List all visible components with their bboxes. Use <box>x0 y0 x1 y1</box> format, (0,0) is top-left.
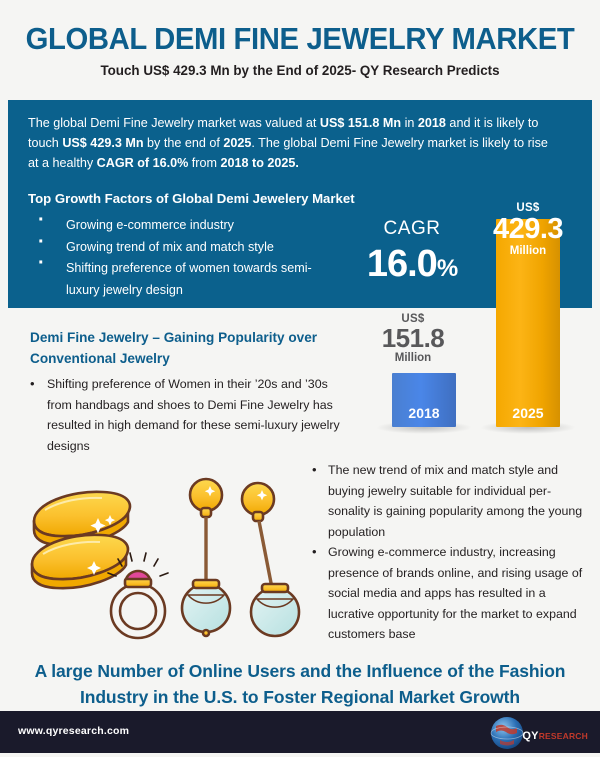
bar-label-2025: 2025 <box>512 405 544 421</box>
footer <box>0 711 600 753</box>
jewelry-illustration <box>10 466 302 642</box>
globe-icon <box>491 717 523 749</box>
bangle-icon <box>32 492 130 588</box>
section2-heading: Demi Fine Jewelry – Gaining Popularity over Conventional Jewelry <box>30 330 318 366</box>
list-item: · Shifting preference of women towards semi-luxury jewelry design <box>30 258 340 301</box>
cagr-number: 16.0 <box>366 243 437 285</box>
list-item: • The new trend of mix and match style and buying jewelry suitable for individual per-sonality is gaining popularity among the young population <box>312 460 584 542</box>
section3-list <box>312 460 584 645</box>
growth-factors-list <box>30 215 340 301</box>
logo-wordmark <box>522 730 588 742</box>
list-item: • Shifting preference of Women in their ’20s and ’30s from handbags and shoes to Demi Fine Jewelry has resulted in high demand for these semi-luxury jewelry designs <box>30 374 340 456</box>
bar-value-2025: 429.3 <box>492 213 564 245</box>
intro-bold-1: US$ 151.8 Mn <box>319 116 402 130</box>
intro-text-3: and it is likely to touch <box>28 116 539 150</box>
bottom-headline: A large Number of Online Users and the Influence of the Fashion Industry in the U.S. to Foster Regional Market Growth <box>34 661 566 707</box>
intro-text-2: in <box>401 116 418 130</box>
bar-column-2018 <box>392 373 456 427</box>
earring-icon <box>242 483 299 636</box>
footer-url[interactable]: www.qyresearch.com <box>18 725 130 737</box>
intro-bold-3: US$ 429.3 Mn <box>62 136 144 150</box>
intro-bold-4: 2025 <box>223 136 252 150</box>
list-item: · Growing e-commerce industry <box>30 215 340 237</box>
list-item: · Growing trend of mix and match style <box>30 237 340 259</box>
header <box>0 0 600 100</box>
bar-value-callout-2018 <box>358 313 468 364</box>
logo-research: RESEARCH <box>538 731 588 741</box>
earring-icon <box>182 479 230 636</box>
bar-value-2018: 151.8 <box>381 323 445 353</box>
cagr-label: CAGR <box>383 218 441 239</box>
page-subtitle: Touch US$ 429.3 Mn by the End of 2025- QY Research Predicts <box>100 63 500 78</box>
intro-paragraph <box>28 113 558 173</box>
bar-unit-2025: US$ <box>516 202 540 214</box>
bar-scale-2018: Million <box>394 352 432 364</box>
intro-text-1: The global Demi Fine Jewelry market was valued at <box>28 116 320 130</box>
page-title: GLOBAL DEMI FINE JEWELRY MARKET <box>25 22 575 56</box>
intro-text-4: by the end of <box>143 136 224 150</box>
growth-factors-heading: Top Growth Factors of Global Demi Jewelery Market <box>28 191 355 206</box>
market-size-bar-chart <box>370 200 585 440</box>
cagr-percent-sign: % <box>436 255 458 282</box>
bar-label-2018: 2018 <box>408 405 440 421</box>
bar-value-callout-2025 <box>462 202 594 257</box>
intro-bold-2: 2018 <box>417 116 446 130</box>
section2-list <box>30 374 340 456</box>
intro-bold-5: CAGR of 16.0% <box>96 156 189 170</box>
bar-unit-2018: US$ <box>401 313 425 325</box>
bar-scale-2025: Million <box>509 245 547 257</box>
bar-2018 <box>392 373 456 427</box>
logo-qy: QY <box>522 730 539 742</box>
intro-text-5: . The global Demi Fine Jewelry market is likely to rise at a healthy <box>28 136 548 170</box>
intro-bold-6: 2018 to 2025. <box>220 156 299 170</box>
intro-text-6: from <box>188 156 221 170</box>
list-item: • Growing e-commerce industry, increasing presence of brands online, and rising usage of social media and apps has resulted in a lucrative opportunity for the market to expand customers base <box>312 542 584 645</box>
